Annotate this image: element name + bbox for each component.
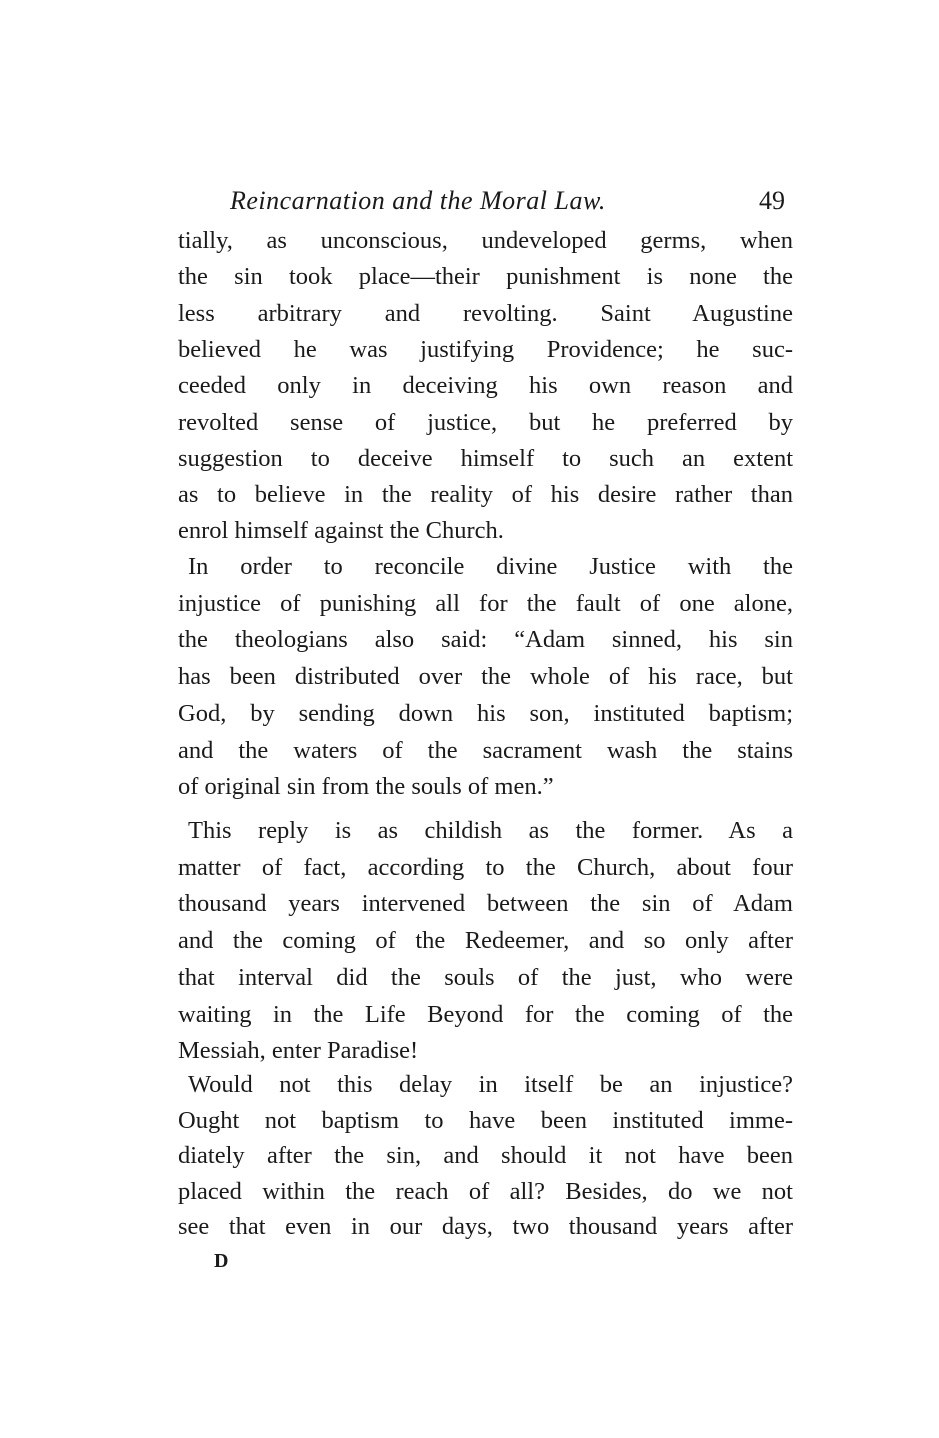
text-line: God, by sending down his son, instituted baptism; <box>178 699 793 727</box>
text-line: the sin took place—their punishment is none the <box>178 263 793 291</box>
text-line: tially, as unconscious, undeveloped germs, when <box>178 227 793 254</box>
text-line: matter of fact, according to the Church, about four <box>178 853 793 881</box>
text-line: as to believe in the reality of his desire rather than <box>178 481 793 509</box>
text-line: revolted sense of justice, but he preferred by <box>178 408 793 436</box>
text-line: Would not this delay in itself be an injustice? <box>188 1071 793 1098</box>
text-line: of original sin from the souls of men.” <box>178 773 554 801</box>
text-line: injustice of punishing all for the fault of one alone, <box>178 589 793 617</box>
text-line: the theologians also said: “Adam sinned, his sin <box>178 626 793 654</box>
text-line: and the waters of the sacrament wash the stains <box>178 736 793 764</box>
text-line: and the coming of the Redeemer, and so only after <box>178 927 793 955</box>
text-line: see that even in our days, two thousand years after <box>178 1213 793 1240</box>
signature-mark: D <box>214 1250 229 1272</box>
running-title: Reincarnation and the Moral Law. <box>230 186 606 215</box>
text-line: suggestion to deceive himself to such an extent <box>178 444 793 472</box>
page-number: 49 <box>759 186 785 215</box>
text-line: believed he was justifying Providence; he suc- <box>178 335 793 363</box>
text-line: waiting in the Life Beyond for the coming of the <box>178 1000 793 1028</box>
text-line: ceeded only in deceiving his own reason and <box>178 372 793 400</box>
text-line: diately after the sin, and should it not have been <box>178 1142 793 1169</box>
text-line: enrol himself against the Church. <box>178 517 504 545</box>
text-line: This reply is as childish as the former. As a <box>188 817 793 844</box>
text-line: placed within the reach of all? Besides, do we not <box>178 1177 793 1205</box>
text-line: that interval did the souls of the just, who were <box>178 963 793 991</box>
text-line: Ought not baptism to have been instituted imme- <box>178 1106 793 1134</box>
text-line: In order to reconcile divine Justice with the <box>188 553 793 580</box>
text-line: Messiah, enter Paradise! <box>178 1037 419 1065</box>
text-line: less arbitrary and revolting. Saint Augustine <box>178 299 793 327</box>
text-line: has been distributed over the whole of his race, but <box>178 663 793 691</box>
text-line: thousand years intervened between the sin of Adam <box>178 890 793 918</box>
